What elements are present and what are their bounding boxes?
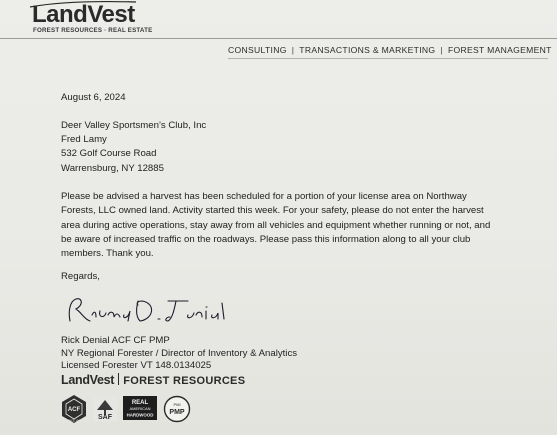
- letter-closing: Regards,: [61, 271, 100, 282]
- acf-label: ACF: [67, 407, 81, 413]
- letter-body: Please be advised a harvest has been scheduled for a portion of your license area on Northway Forests, LLC owned land. Activity started this week. For your safety, please do not enter the harvest area during active operations, stay away from all vehicles and equipment whether running or not, and be aware of increased traffic on the roadways. Please pass this information along to all your club members. Thank you.: [61, 191, 491, 260]
- service-transactions: TRANSACTIONS & MARKETING: [299, 45, 436, 55]
- hardwood-line3: HARDWOOD: [126, 412, 154, 418]
- letter-date: August 6, 2024: [61, 92, 126, 103]
- saf-badge-icon: [92, 396, 118, 422]
- services-underline: [228, 58, 548, 59]
- letterhead-logo: LandVest: [32, 1, 135, 28]
- acf-badge-icon: [60, 394, 88, 424]
- recipient-street: 532 Golf Course Road: [61, 148, 157, 160]
- saf-label: SAF: [98, 414, 112, 421]
- footer-division: FOREST RESOURCES: [123, 375, 246, 387]
- hardwood-line2: AMERICAN: [129, 406, 151, 411]
- recipient-name: Fred Lamy: [61, 134, 107, 146]
- pmp-badge-icon: [162, 395, 192, 423]
- service-consulting: CONSULTING: [228, 45, 287, 55]
- recipient-address: [61, 119, 206, 176]
- recipient-organization: Deer Valley Sportsmen’s Club, Inc: [61, 120, 207, 131]
- signer-block: [61, 335, 297, 373]
- services-nav: [228, 45, 552, 55]
- recipient-city: Warrensburg, NY 12885: [61, 162, 164, 174]
- letterhead-divider: [0, 38, 557, 39]
- service-forest-management: FOREST MANAGEMENT: [447, 45, 552, 55]
- acf-sub: SINCE 1948: [66, 419, 82, 423]
- service-separator: |: [440, 45, 443, 55]
- hardwood-badge-icon: [123, 396, 157, 420]
- hardwood-line1: REAL: [131, 400, 149, 406]
- signer-license: Licensed Forester VT 148.0134025: [61, 360, 212, 372]
- footer-divider: [118, 373, 119, 385]
- footer-logo: [61, 373, 245, 387]
- handwritten-signature: [64, 293, 234, 327]
- letterhead-tagline: FOREST RESOURCES · REAL ESTATE: [33, 27, 153, 34]
- footer-brand-name: LandVest: [61, 373, 115, 387]
- pmp-label: PMP: [169, 409, 185, 416]
- service-separator: |: [291, 45, 295, 55]
- signer-title: NY Regional Forester / Director of Inventory & Analytics: [61, 347, 298, 359]
- pmp-top: PMI: [173, 402, 181, 407]
- signer-name: Rick Denial ACF CF PMP: [61, 335, 170, 346]
